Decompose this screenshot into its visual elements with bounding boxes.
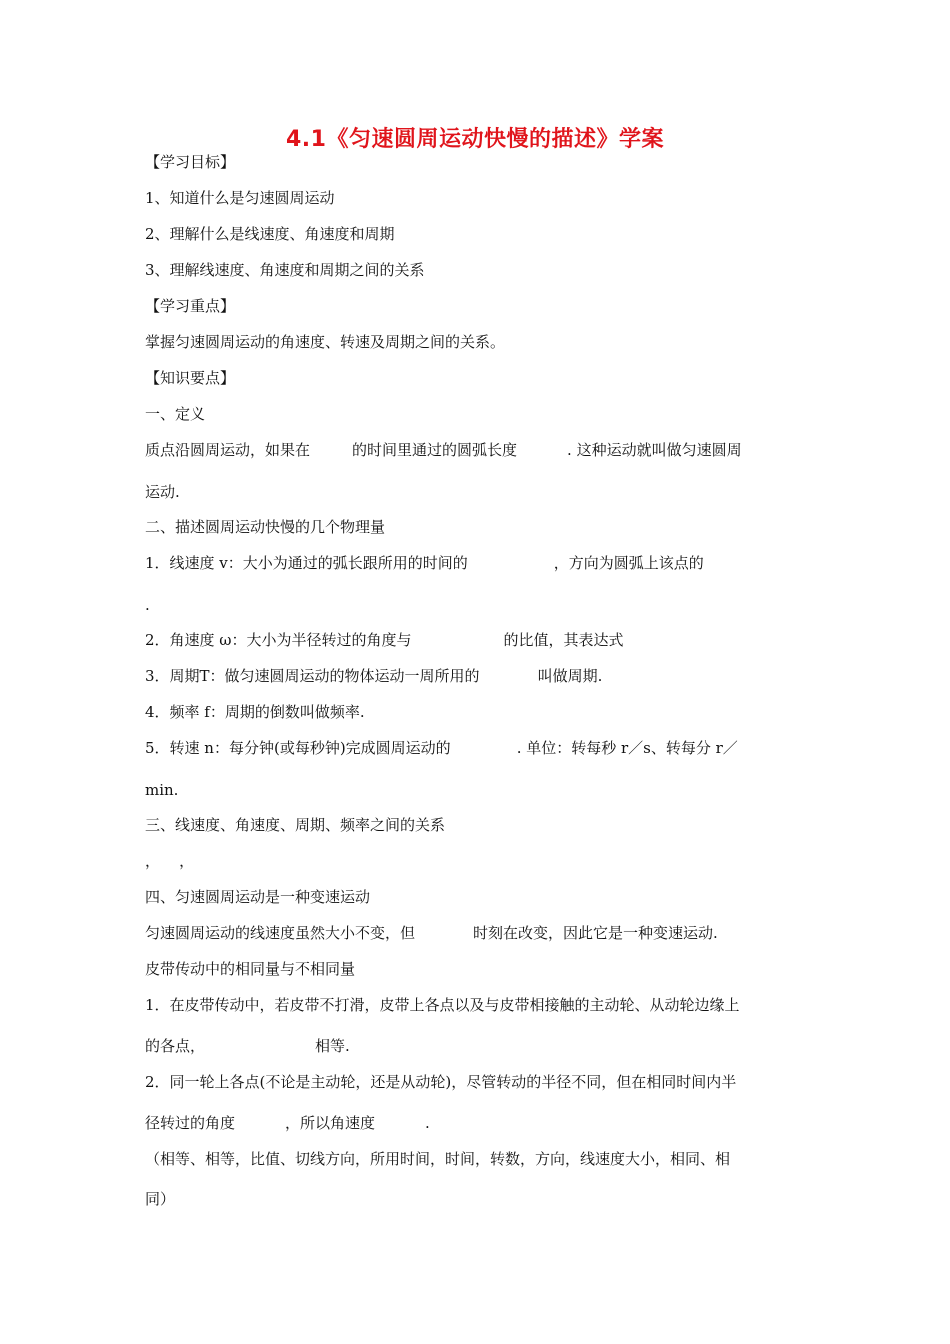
belt-item-1-text-b: 相等. (315, 1037, 350, 1055)
definition-text-a: 质点沿圆周运动，如果在 (145, 441, 311, 459)
key-header: 【学习重点】 (145, 297, 236, 315)
answers-line-1: （相等、相等，比值、切线方向，所用时间，时间，转数，方向，线速度大小，相同、相 (145, 1150, 731, 1168)
belt-item-2-text-b: ，所以角速度 (285, 1114, 376, 1132)
belt-title: 皮带传动中的相同量与不相同量 (145, 960, 356, 978)
period-text-b: 叫做周期. (537, 667, 603, 685)
linear-velocity-text-b: ，方向为圆弧上该点的 (553, 554, 704, 572)
linear-velocity-line (145, 553, 810, 573)
belt-item-2-text-a: 径转过的角度 (145, 1114, 236, 1132)
angular-velocity-text-b: 的比值，其表达式 (503, 631, 624, 649)
belt-item-1-text-a: 的各点， (145, 1037, 206, 1055)
linear-velocity-text-a: 1．线速度 v：大小为通过的弧长跟所用的时间的 (145, 554, 468, 572)
angular-velocity-text-a: 2．角速度 ω：大小为半径转过的角度与 (145, 631, 412, 649)
section-1-title: 一、定义 (145, 405, 206, 423)
definition-line-1 (145, 440, 810, 460)
definition-text-b: 的时间里通过的圆弧长度 (352, 441, 518, 459)
belt-item-1-line-2 (145, 1036, 810, 1056)
key-text: 掌握匀速圆周运动的角速度、转速及周期之间的关系。 (145, 333, 506, 351)
rotation-speed-line (145, 738, 810, 758)
frequency-line: 4．频率 f：周期的倒数叫做频率. (145, 703, 365, 721)
angular-velocity-line (145, 630, 810, 650)
page-title: 4.1《匀速圆周运动快慢的描述》学案 (286, 127, 664, 152)
rotation-speed-text-a: 5．转速 n：每分钟(或每秒钟)完成圆周运动的 (145, 739, 451, 757)
variable-motion-text-b: 时刻在改变，因此它是一种变速运动. (473, 924, 718, 942)
section-4-title: 四、匀速圆周运动是一种变速运动 (145, 888, 371, 906)
rotation-speed-text-b: . 单位：转每秒 r／s、转每分 r／ (516, 739, 738, 757)
section-3-title: 三、线速度、角速度、周期、频率之间的关系 (145, 816, 446, 834)
belt-item-2-text-c: . (425, 1114, 430, 1132)
belt-item-1-line-1: 1．在皮带传动中，若皮带不打滑，皮带上各点以及与皮带相接触的主动轮、从动轮边缘上 (145, 996, 740, 1014)
variable-motion-line (145, 923, 810, 943)
variable-motion-text-a: 匀速圆周运动的线速度虽然大小不变，但 (145, 924, 416, 942)
belt-item-2-line-2 (145, 1113, 810, 1133)
section-2-title: 二、描述圆周运动快慢的几个物理量 (145, 518, 386, 536)
period-text-a: 3．周期T：做匀速圆周运动的物体运动一周所用的 (145, 667, 480, 685)
goal-item-3: 3、理解线速度、角速度和周期之间的关系 (145, 261, 425, 279)
linear-velocity-end: . (145, 596, 150, 614)
period-line (145, 666, 810, 686)
definition-text-c: . 这种运动就叫做匀速圆周 (567, 441, 742, 459)
goal-item-2: 2、理解什么是线速度、角速度和周期 (145, 225, 395, 243)
goal-item-1: 1、知道什么是匀速圆周运动 (145, 189, 335, 207)
rotation-speed-end: min. (145, 781, 179, 799)
goals-header: 【学习目标】 (145, 153, 236, 171)
answers-line-2: 同） (145, 1190, 176, 1208)
definition-line-2: 运动. (145, 483, 180, 501)
knowledge-header: 【知识要点】 (145, 369, 236, 387)
belt-item-2-line-1: 2．同一轮上各点(不论是主动轮，还是从动轮)，尽管转动的半径不同，但在相同时间内半 (145, 1073, 737, 1091)
relation-placeholders: ， ， (145, 852, 195, 870)
